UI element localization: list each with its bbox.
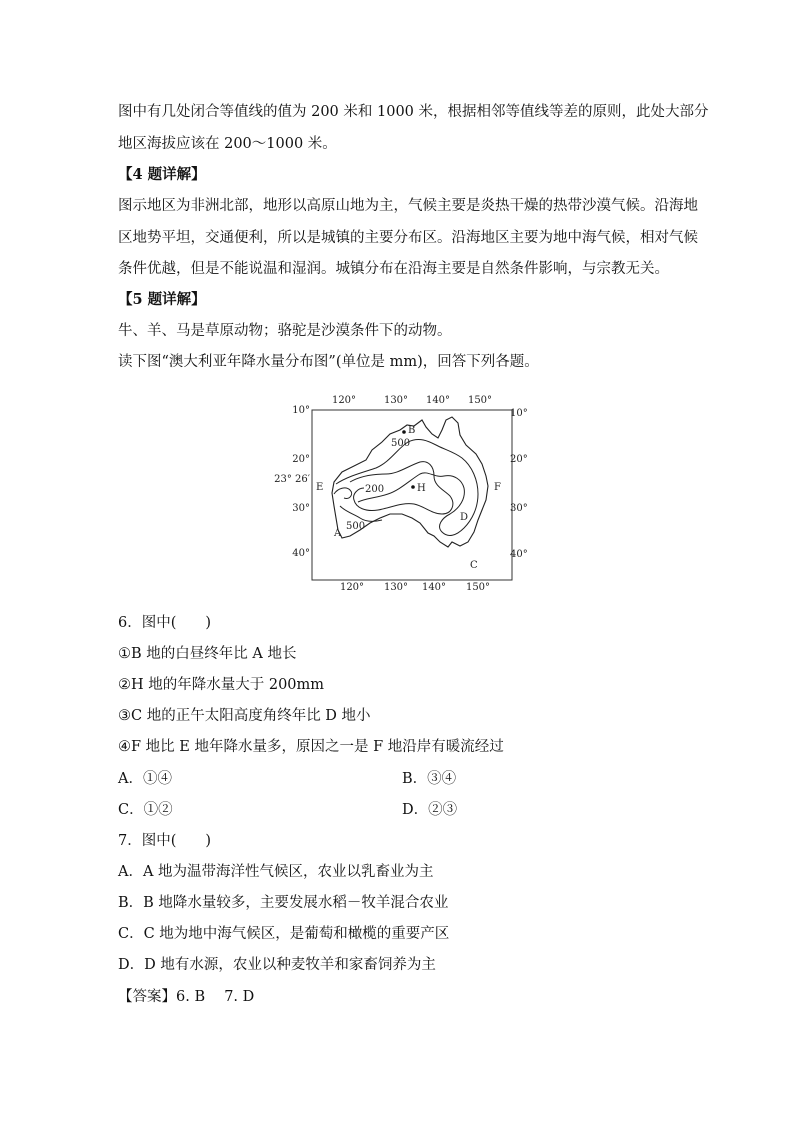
paragraph-line: 区地势平坦，交通便利，所以是城镇的主要分布区。沿海地区主要为地中海气候，相对气候 [118,230,698,246]
lat-label-left: 30° [292,503,310,514]
isohyet-label-500: 500 [391,438,411,449]
paragraph-line: 图中有几处闭合等值线的值为 200 米和 1000 米，根据相邻等值线等差的原则，此处大部分 [118,104,709,120]
q7-option-c: C．C 地为地中海气候区，是葡萄和橄榄的重要产区 [118,926,450,942]
point-label-f: F [494,482,501,493]
answer-line: 【答案】6. B 7. D [118,989,255,1005]
lon-label-bottom: 140° [421,582,447,593]
q7-option-d: D．D 地有水源，农业以种麦牧羊和家畜饲养为主 [118,957,436,973]
point-b-marker [402,430,406,434]
q6-option-a: A．①④ [118,771,172,787]
tropic-label: 23° 26′ [274,474,310,485]
q6-statement: ③C 地的正午太阳高度角终年比 D 地小 [118,708,371,724]
q6-option-b: B．③④ [402,771,457,787]
lat-label-left: 40° [292,548,310,559]
point-label-b: B [408,425,416,436]
point-label-a: A [334,528,342,539]
question-6-stem: 6．图中( ) [118,615,212,631]
lon-label-bottom: 150° [465,582,491,593]
q7-option-b: B．B 地降水量较多，主要发展水稻－牧羊混合农业 [118,895,449,911]
isohyet-label-500: 500 [346,521,366,532]
lat-label-right: 30° [510,503,528,514]
paragraph-line: 图示地区为非洲北部，地形以高原山地为主，气候主要是炎热干燥的热带沙漠气候。沿海地 [118,198,698,214]
q6-statement: ①B 地的白昼终年比 A 地长 [118,646,297,662]
paragraph-line: 地区海拔应该在 200～1000 米。 [118,136,337,152]
q6-statement: ②H 地的年降水量大于 200mm [118,677,325,693]
section-heading-q4: 【4 题详解】 [118,166,206,183]
map-intro: 读下图“澳大利亚年降水量分布图”(单位是 mm)，回答下列各题。 [118,354,539,370]
point-label-c: C [470,560,478,571]
paragraph-line: 牛、羊、马是草原动物；骆驼是沙漠条件下的动物。 [118,323,452,339]
paragraph-line: 条件优越，但是不能说温和湿润。城镇分布在沿海主要是自然条件影响，与宗教无关。 [118,261,669,277]
q6-option-d: D．②③ [402,802,458,818]
lon-label-top: 140° [425,395,451,406]
lat-label-right: 10° [510,408,528,419]
isohyet-label-200: 200 [365,484,385,495]
lon-label-bottom: 130° [383,582,409,593]
question-7-stem: 7．图中( ) [118,833,212,849]
q7-option-a: A．A 地为温带海洋性气候区，农业以乳畜业为主 [118,864,434,880]
lat-label-right: 40° [510,549,528,560]
lon-label-bottom: 120° [339,582,365,593]
lon-label-top: 130° [383,395,409,406]
point-label-h: H [417,483,426,494]
point-label-d: D [460,512,469,523]
q6-statement: ④F 地比 E 地年降水量多，原因之一是 F 地沿岸有暖流经过 [118,739,504,755]
q6-option-c: C．①② [118,802,173,818]
lat-label-left: 10° [292,405,310,416]
lon-label-top: 150° [467,395,493,406]
lat-label-right: 20° [510,454,528,465]
point-h-marker [411,485,415,489]
lon-label-top: 120° [331,395,357,406]
lat-label-left: 20° [292,454,310,465]
australia-precipitation-map [274,390,534,595]
section-heading-q5: 【5 题详解】 [118,291,206,308]
point-label-e: E [316,482,324,493]
